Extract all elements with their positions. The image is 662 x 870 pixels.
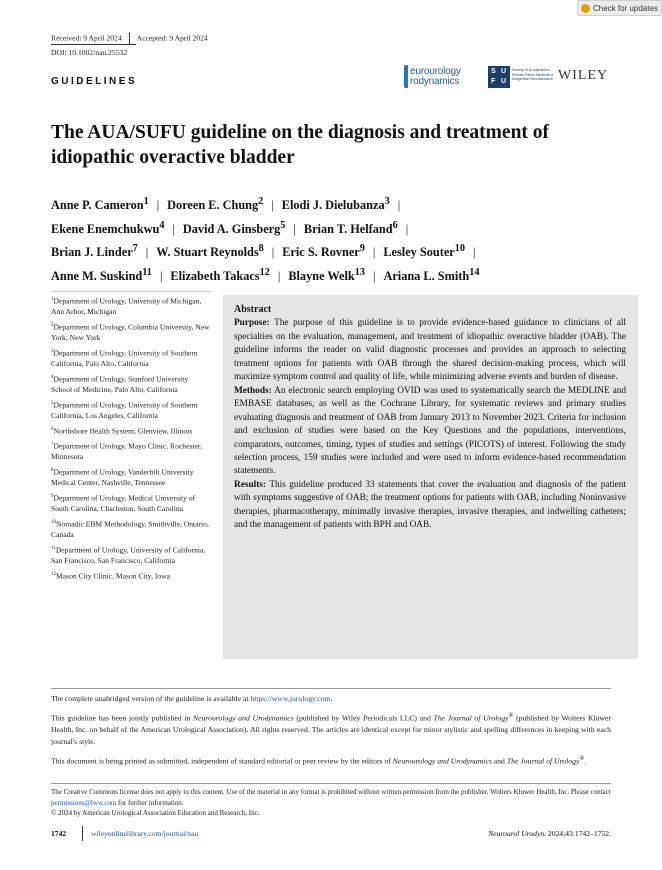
abstract-heading: Abstract: [234, 304, 272, 315]
update-icon: [581, 4, 590, 13]
author-affiliation-number: 11: [142, 267, 152, 279]
abstract-methods: [234, 385, 626, 479]
affiliation-number: 8: [51, 468, 54, 474]
affiliation-number: 10: [51, 520, 56, 526]
page-number: 1742: [51, 829, 67, 838]
note-text: This guideline has been jointly published in: [51, 713, 194, 723]
affiliation-text: Department of Urology, University of California, San Francisco, San Francisco, California: [51, 545, 206, 565]
affiliation: [51, 492, 211, 514]
affiliation-number: 2: [51, 322, 54, 328]
abstract-purpose: [234, 317, 626, 384]
publisher-logos: [404, 64, 614, 90]
affiliation: [51, 373, 211, 395]
logo-bar: [404, 65, 408, 88]
affiliation-text: Nomadic EBM Methodology, Smithville, Ontario, Canada: [51, 519, 209, 539]
affiliation-text: Department of Urology, Stanford University School of Medicine, Palo Alto, California: [51, 374, 189, 394]
author[interactable]: Brian J. Linder: [51, 245, 133, 260]
license-notice: [51, 787, 611, 819]
author-list: [51, 192, 631, 287]
license-body: The Creative Commons license does not apply to this content. Use of the material in any format is prohibited without written permission from the publisher, Wolters Kluwer Health, Inc. Please contact: [51, 788, 611, 796]
author-separator: |: [156, 198, 160, 213]
divider: [129, 33, 130, 44]
affiliation-number: 12: [51, 571, 56, 577]
note-availability: [51, 693, 611, 704]
citation-journal: Neurourol Urodyn.: [488, 829, 547, 838]
journal-name: The Journal of Urology: [506, 756, 580, 766]
author-affiliation-number: 3: [384, 196, 390, 207]
purpose-label: Purpose:: [234, 318, 270, 329]
results-label: Results:: [234, 479, 267, 490]
author[interactable]: Anne P. Cameron: [51, 198, 144, 213]
author-separator: |: [372, 245, 376, 260]
affiliation: [51, 295, 211, 317]
affiliation-number: 1: [51, 297, 54, 302]
affiliation-text: Mason City Clinic, Mason City, Iowa: [56, 571, 171, 581]
author-separator: |: [271, 198, 274, 213]
abstract-box: [223, 295, 638, 659]
author[interactable]: Eric S. Rovner: [282, 245, 360, 260]
citation: [488, 829, 611, 838]
sufu-letter: F: [491, 78, 496, 85]
journal-name: The Journal of Urology: [433, 713, 509, 723]
notes-rule: [51, 688, 611, 689]
article-title: The AUA/SUFU guideline on the diagnosis and treatment of idiopathic overactive bladder: [51, 122, 550, 168]
author-separator: |: [293, 221, 296, 236]
affiliation-text: Department of Urology, Mayo Clinic, Rochester, Minnesota: [51, 441, 203, 462]
affiliations-rule: [51, 291, 211, 292]
sufu-letter: U: [501, 78, 507, 85]
results-text: This guideline produced 33 statements that cover the evaluation and diagnosis of the patient with symptoms suggestive of OAB; the treatment options for patients with OAB, including Noninvasive therapies, pharmacotherapy, minimally invasive therapies, invasive therapies, and indwelling catheters; and the management of patients with BPH and OAB.: [234, 479, 626, 531]
affiliation-number: 9: [51, 494, 54, 500]
author-affiliation-number: 7: [132, 243, 138, 255]
note-text: This document is being printed as submitted, independent of standard editorial or peer review by the editors of: [51, 756, 393, 766]
affiliation-text: Department of Urology, University of Southern California, Los Angeles, California: [51, 400, 198, 420]
copyright: © 2024 by American Urological Association Education and Research, Inc.: [51, 809, 260, 818]
affiliation: [51, 399, 211, 421]
affiliation: [51, 347, 211, 369]
author-separator: |: [405, 221, 409, 236]
sufu-society-name: Society of Urodynamics, Female Pelvic Medicine & Urogenital Reconstruction: [512, 68, 554, 82]
author-separator: |: [145, 245, 149, 260]
journal-name: Neurourology and Urodynamics: [392, 756, 492, 766]
journal-url-link[interactable]: wileyonlinelibrary.com/journal/nau: [91, 829, 199, 838]
footer-divider: [82, 826, 83, 841]
note-text: .: [584, 756, 587, 766]
author[interactable]: David A. Ginsberg: [182, 221, 281, 236]
author-separator: |: [172, 221, 175, 236]
registered-mark: ®: [508, 712, 514, 720]
author-affiliation-number: 10: [454, 243, 465, 255]
citation-details: 2024;43:1742–1752.: [546, 829, 611, 838]
affiliation-text: Department of Urology, Medical University of South Carolina, Charleston, South Carolina: [51, 493, 196, 514]
neurourology-urodynamics-logo: [404, 64, 468, 90]
affiliation-number: 4: [51, 374, 54, 380]
affiliation-text: Department of Urology, University of Southern California, Palo Alto, California: [51, 348, 198, 368]
author-separator: |: [473, 245, 476, 260]
header-rule: [51, 44, 136, 45]
author-affiliation-number: 2: [258, 196, 264, 207]
purpose-text: The purpose of this guideline is to provide evidence-based guidance to clinicians of all specialties on the evaluation, management, and treatment of idiopathic overactive bladder (OAB). The guideline informs the reader on valid diagnostic processes and provides an approach to selecting treatment options for patients with OAB through the shared decision-making process, which will maximize symptom control and quality of life, while minimizing adverse events and burden of disease.: [234, 318, 626, 383]
author[interactable]: Ariana L. Smith: [383, 269, 470, 284]
sufu-logo: [488, 66, 510, 88]
affiliation-number: 11: [51, 545, 56, 551]
author-separator: |: [372, 269, 376, 284]
affiliation-text: Department of Urology, Columbia University, New York, New York: [51, 322, 210, 342]
publication-notes: [51, 693, 611, 773]
affiliation: [51, 544, 211, 566]
author[interactable]: W. Stuart Reynolds: [156, 245, 259, 260]
affiliation: [51, 466, 211, 488]
author[interactable]: Anne M. Suskind: [51, 269, 143, 284]
logo-line-2: rodynamics: [410, 76, 460, 87]
author-affiliation-number: 1: [143, 196, 149, 207]
note-text: (published by Wiley Periodicals LLC) and: [293, 713, 434, 723]
affiliation-number: 5: [51, 400, 54, 406]
wiley-logo: WILEY: [558, 68, 609, 83]
note-printed-as-submitted: [51, 753, 611, 767]
affiliation-text: Department of Urology, Vanderbilt University Medical Center, Nashville, Tennessee: [51, 467, 194, 488]
author-separator: |: [277, 269, 281, 284]
author-affiliation-number: 4: [159, 219, 165, 231]
affiliation: [51, 321, 211, 343]
received-date: Received: 9 April 2024: [51, 33, 122, 43]
author-affiliation-number: 6: [392, 219, 398, 231]
registered-mark: ®: [579, 755, 585, 763]
check-for-updates-button[interactable]: [577, 0, 662, 16]
affiliation-text: Northshore Health System, Glenview, Illinois: [53, 426, 193, 436]
affiliation: [51, 425, 211, 437]
affiliation-text: Department of Urology, University of Michigan, Ann Arbor, Michigan: [51, 296, 202, 316]
article-dates: [51, 33, 208, 44]
section-label: GUIDELINES: [51, 76, 138, 87]
author-separator: |: [159, 269, 163, 284]
license-rule: [51, 783, 611, 784]
author[interactable]: Brian T. Helfand: [303, 221, 393, 236]
affiliation-number: 3: [51, 348, 54, 354]
methods-text: An electronic search employing OVID was used to systematically search the MEDLINE and EMBASE databases, as well as the Cochrane Library, for systematic reviews and primary studies evaluating diagnosis and treatment of OAB from January 2013 to November 2023. Criteria for inclusion and exclusion of studies were based on the Key Questions and the populations, interventions, comparators, outcomes, timing, types of studies and settings (PICOTS) of interest. Following the study selection process, 159 studies were included and were used to inform evidence-based recommendation statements.: [234, 385, 627, 477]
author[interactable]: Elizabeth Takacs: [170, 269, 260, 284]
abstract-results: [234, 479, 626, 533]
sufu-letter: U: [501, 68, 507, 75]
affiliation: [51, 570, 211, 582]
license-text: [51, 787, 611, 808]
permissions-email-link[interactable]: permissions@lww.com: [51, 798, 117, 807]
author[interactable]: Elodi J. Dielubanza: [281, 198, 385, 213]
author-affiliation-number: 12: [259, 267, 270, 279]
author-affiliation-number: 5: [280, 219, 286, 231]
jurology-link[interactable]: https://www.jurology.com: [250, 694, 331, 703]
journal-name: Neurourology and Urodynamics: [193, 713, 294, 723]
affiliation-number: 7: [51, 442, 54, 448]
author[interactable]: Blayne Welk: [288, 269, 355, 284]
author-affiliation-number: 8: [258, 243, 264, 255]
author[interactable]: Doreen E. Chung: [167, 198, 259, 213]
affiliation-number: 6: [51, 426, 54, 432]
author-affiliation-number: 13: [354, 267, 365, 279]
license-body: for further information.: [116, 798, 184, 807]
affiliation: [51, 518, 211, 540]
doi: DOI: 10.1002/nau.25532: [51, 48, 128, 57]
accepted-date: Accepted: 9 April 2024: [136, 33, 208, 43]
note-text: The complete unabridged version of the guideline is available at: [51, 694, 251, 703]
note-text: .: [330, 694, 333, 703]
author-affiliation-number: 14: [469, 267, 480, 279]
author-separator: |: [271, 245, 275, 260]
methods-label: Methods:: [234, 385, 272, 396]
affiliations: [51, 295, 211, 585]
check-updates-label: Check for updates: [593, 4, 658, 13]
logo-line-1: eurourology: [410, 66, 461, 77]
author[interactable]: Ekene Enemchukwu: [51, 221, 160, 236]
note-text: (published by Wolters Kluwer Health, Inc. on behalf of the American Urological Association). All rights reserved. The articles are identical except for minor stylistic and spelling differences in keeping with each journal's style.: [51, 713, 611, 746]
affiliation: [51, 440, 211, 462]
author-affiliation-number: 9: [359, 243, 365, 255]
note-text: and: [491, 756, 507, 766]
sufu-letter: S: [491, 68, 496, 75]
author-separator: |: [397, 198, 401, 213]
author[interactable]: Lesley Souter: [383, 245, 455, 260]
note-joint-publication: [51, 710, 611, 747]
